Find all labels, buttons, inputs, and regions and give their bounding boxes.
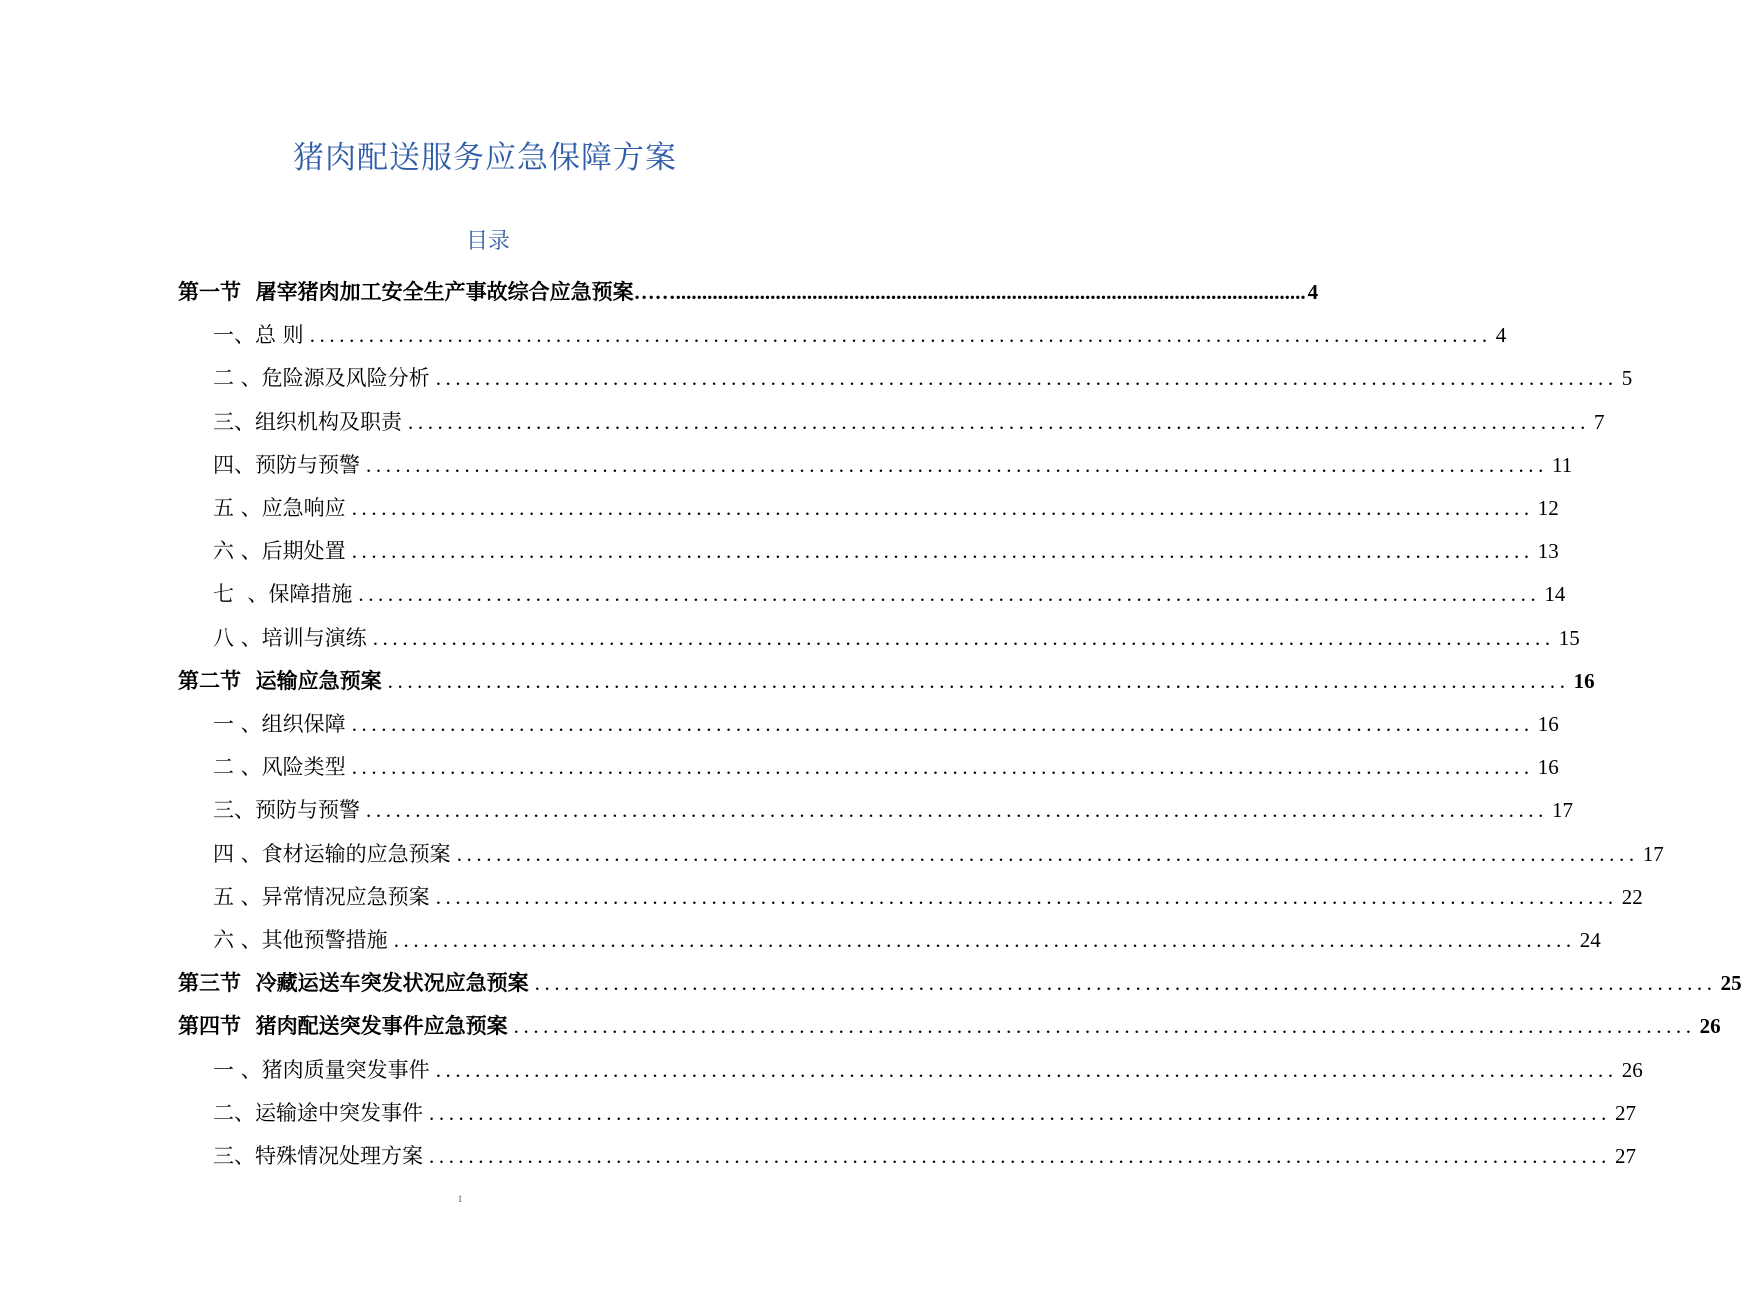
- toc-dot-leader: ........................................................................................................................: [372, 625, 1555, 650]
- toc-entry-label: 六 、其他预警措施: [213, 928, 388, 952]
- toc-entry-page: 11: [1552, 452, 1573, 477]
- toc-entry-page: 16: [1537, 755, 1559, 780]
- toc-entry-page: 14: [1544, 582, 1566, 607]
- toc-dot-leader: ........................................................................................................................: [429, 1100, 1611, 1125]
- toc-entry-label: 第四节 猪肉配送突发事件应急预案: [178, 1014, 508, 1039]
- toc-entry-page: 15: [1558, 625, 1580, 650]
- toc-section-entry[interactable]: [178, 1010, 1721, 1039]
- toc-subsection-entry[interactable]: [213, 1054, 1643, 1082]
- toc-entry-page: 27: [1615, 1100, 1636, 1125]
- toc-dot-leader: ........................................................................................................................: [435, 1057, 1618, 1082]
- toc-subsection-entry[interactable]: [213, 751, 1559, 780]
- toc-dot-leader: ........................................................................................................................: [456, 841, 1639, 866]
- toc-dot-leader: ........................................................................................................................: [309, 323, 1492, 348]
- toc-entry-page: 17: [1552, 798, 1573, 823]
- toc-entry-page: 7: [1594, 409, 1605, 434]
- toc-entry-label: 八 、培训与演练: [213, 625, 367, 650]
- document-title: 猪肉配送服务应急保障方案: [293, 140, 677, 176]
- toc-entry-label: 五 、异常情况应急预案: [213, 884, 430, 909]
- toc-entry-label: 四 、食材运输的应急预案: [213, 841, 451, 866]
- toc-dot-leader: ........................................................................................................................: [351, 539, 1534, 564]
- toc-entry-label: 一、总 则: [213, 323, 304, 348]
- toc-dot-leader: ........................................................................................................................: [366, 798, 1548, 823]
- toc-entry-page: 12: [1537, 496, 1559, 520]
- toc-entry-page: 4: [1307, 280, 1319, 304]
- toc-section-entry[interactable]: [178, 276, 1319, 304]
- toc-subsection-entry[interactable]: [213, 622, 1580, 650]
- toc-dot-leader: ........................................................................................................................: [435, 884, 1618, 909]
- toc-entry-label: 二 、危险源及风险分析: [213, 366, 430, 391]
- toc-entry-label: 三、特殊情况处理方案: [213, 1144, 423, 1168]
- toc-entry-page: 26: [1621, 1057, 1643, 1082]
- toc-entry-page: 24: [1579, 928, 1601, 952]
- toc-dot-leader: ........................................................................................................................: [351, 496, 1534, 520]
- toc-entry-page: 13: [1537, 539, 1559, 564]
- toc-subsection-entry[interactable]: [213, 578, 1566, 607]
- toc-entry-label: 第二节 运输应急预案: [178, 668, 382, 693]
- toc-subsection-entry[interactable]: [213, 1097, 1636, 1125]
- toc-subsection-entry[interactable]: [213, 535, 1559, 564]
- toc-entry-label: 二、运输途中突发事件: [213, 1100, 423, 1125]
- toc-entry-label: 一 、猪肉质量突发事件: [213, 1057, 430, 1082]
- toc-dot-leader: ........................................................................................................................: [351, 755, 1534, 780]
- toc-section-entry[interactable]: [178, 967, 1742, 996]
- toc-entry-page: 22: [1621, 884, 1643, 909]
- toc-dot-leader: ........................................................................................................................: [393, 928, 1576, 952]
- toc-subsection-entry[interactable]: [213, 362, 1633, 391]
- toc-entry-label: 四、预防与预警: [213, 452, 360, 477]
- toc-entry-label: 二 、风险类型: [213, 755, 346, 780]
- page-number: 1: [457, 1194, 463, 1204]
- toc-dot-leader: ........................................................................................................................: [513, 1014, 1696, 1039]
- toc-subsection-entry[interactable]: [213, 449, 1573, 477]
- toc-dot-leader: ……........................................................................................................................: [633, 280, 1306, 304]
- toc-subsection-entry[interactable]: [213, 492, 1559, 520]
- toc-dot-leader: ........................................................................................................................: [429, 1144, 1611, 1168]
- toc-entry-page: 25: [1720, 971, 1742, 996]
- toc-entry-page: 17: [1642, 841, 1664, 866]
- toc-subsection-entry[interactable]: [213, 881, 1643, 909]
- toc-entry-label: 第三节 冷藏运送车突发状况应急预案: [178, 971, 529, 996]
- toc-entry-page: 16: [1573, 668, 1595, 693]
- toc-dot-leader: ........................................................................................................................: [358, 582, 1541, 607]
- toc-entry-label: 一 、组织保障: [213, 712, 346, 736]
- toc-entry-page: 27: [1615, 1144, 1636, 1168]
- toc-dot-leader: ........................................................................................................................: [366, 452, 1548, 477]
- toc-section-entry[interactable]: [178, 665, 1595, 693]
- toc-dot-leader: ........................................................................................................................: [408, 409, 1590, 434]
- toc-dot-leader: ........................................................................................................................: [534, 971, 1717, 996]
- toc-entry-label: 三、预防与预警: [213, 798, 360, 823]
- toc-dot-leader: ........................................................................................................................: [387, 668, 1570, 693]
- toc-entry-label: 六 、后期处置: [213, 539, 346, 564]
- toc-entry-label: 三、组织机构及职责: [213, 409, 402, 434]
- toc-entry-page: 4: [1495, 323, 1507, 348]
- toc-subsection-entry[interactable]: [213, 924, 1601, 952]
- toc-subsection-entry[interactable]: [213, 708, 1559, 736]
- toc-entry-page: 16: [1537, 712, 1559, 736]
- toc-subsection-entry[interactable]: [213, 794, 1573, 823]
- toc-entry-label: 七 、保障措施: [213, 582, 353, 607]
- toc-subsection-entry[interactable]: [213, 406, 1605, 434]
- toc-subsection-entry[interactable]: [213, 319, 1507, 348]
- toc-heading: 目录: [465, 229, 510, 254]
- toc-dot-leader: ........................................................................................................................: [435, 366, 1618, 391]
- toc-entry-page: 26: [1699, 1014, 1721, 1039]
- toc-entry-label: 第一节 屠宰猪肉加工安全生产事故综合应急预案: [178, 280, 634, 304]
- toc-dot-leader: ........................................................................................................................: [351, 712, 1534, 736]
- toc-entry-page: 5: [1621, 366, 1633, 391]
- toc-entry-label: 五 、应急响应: [213, 496, 346, 520]
- toc-subsection-entry[interactable]: [213, 838, 1664, 866]
- toc-subsection-entry[interactable]: [213, 1140, 1636, 1168]
